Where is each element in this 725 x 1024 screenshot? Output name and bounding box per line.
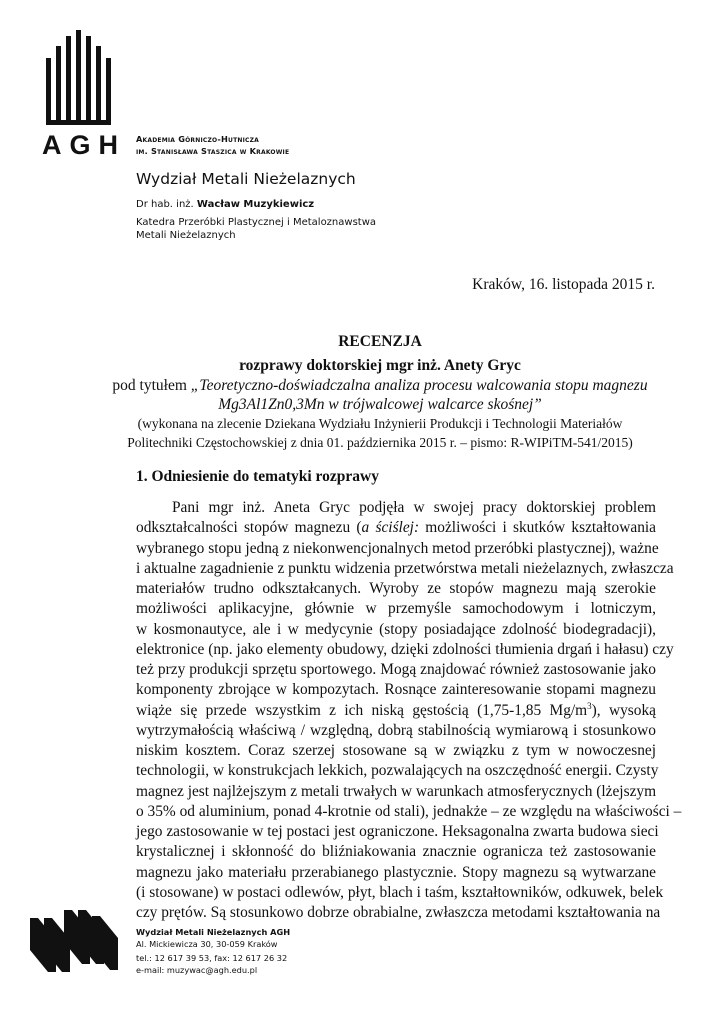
review-heading: RECENZJA: [338, 333, 422, 350]
institution-line-2: im. Stanisława Staszica w Krakowie: [136, 146, 290, 156]
superscript: 3: [587, 700, 592, 711]
thesis-topic-line-1: [110, 376, 650, 395]
body-line: możliwości aplikacyjne, głównie w przemyśle samochodowym i lotniczym,: [136, 600, 656, 618]
body-line-text: ), wysoką: [591, 701, 656, 719]
footer-email: e-mail: muzywac@agh.edu.pl: [136, 964, 258, 975]
footer-phone: tel.: 12 617 39 53, fax: 12 617 26 32: [136, 953, 288, 963]
footer-faculty-name: Wydział Metali Nieżelaznych AGH: [136, 927, 291, 937]
department-line-1: Katedra Przeróbki Plastycznej i Metaloznawstwa: [136, 217, 377, 228]
body-line: czy prętów. Są stosunkowo dobrze obrabialne, zwłaszcza metodami kształtowania na: [136, 904, 661, 921]
body-line: (i stosowane) w postaci odlewów, płyt, blach i taśm, kształtowników, odkuwek, belek: [136, 883, 664, 901]
author: [136, 199, 314, 210]
body-line: magnezu jako materiału przerabianego plastycznie. Stopy magnezu są wytwarzane: [136, 863, 656, 881]
body-line-text: możliwości i skutków kształtowania: [419, 519, 657, 537]
body-line: elektronice (np. jako elementy obudowy, dzięki zdolności tłumienia drgań i hałasu) czy: [136, 640, 674, 658]
author-name: Wacław Muzykiewicz: [196, 199, 315, 210]
body-line: wybranego stopu jedną z niekonwencjonalnych metod przeróbki plastycznej), ważne: [136, 539, 659, 557]
body-line: Pani mgr inż. Aneta Gryc podjęła w swojej pracy doktorskiej problem: [172, 499, 656, 516]
topic-title-part-1: „Teoretyczno-doświadczalna analiza procesu walcowania stopu magnezu: [190, 377, 648, 394]
body-line: w kosmonautyce, ale i w medycynie (stopy posiadające zdolność biodegradacji),: [136, 620, 656, 638]
review-title-block: [110, 332, 650, 452]
body-line-text: wiąże się przede wszystkim z ich niską gęstością (1,75-1,85 Mg/m: [136, 701, 588, 719]
faculty-name: Wydział Metali Nieżelaznych: [136, 170, 356, 188]
institution-line-1: Akademia Górniczo-Hutnicza: [136, 134, 260, 144]
body-paragraph: [136, 498, 682, 923]
body-line: magnez jest najlżejszym z metali trwałych w warunkach atmosferycznych (lżejszym: [136, 782, 657, 800]
agh-logo-mark: [40, 28, 120, 128]
topic-title-part-2: Mg3Al1Zn0,3Mn w trójwalcowej walcarce skośnej”: [218, 396, 542, 413]
body-line: i aktualne zagadnienie z punktu widzenia przetwórstwa metali nieżelaznych, zwłaszcza: [136, 559, 674, 577]
body-line: też przy produkcji sprzętu sportowego. Mogą znajdować również zastosowanie jako: [136, 661, 656, 678]
institution-name: [136, 133, 289, 157]
topic-prefix: pod tytułem: [112, 377, 187, 394]
footer-contact: [136, 927, 290, 976]
agh-logo-text: AGH: [42, 130, 126, 160]
thesis-topic-line-2: [110, 395, 650, 414]
body-line: wytrzymałością właściwą / względną, dobrą stabilnością wymiarową i stosunkowo: [136, 721, 656, 739]
body-italic-phrase: a ściślej:: [361, 519, 420, 537]
body-line-text: odkształcalności stopów magnezu (: [136, 519, 362, 537]
body-line: krystalicznej i skłonność do bliźniakowania znacznie ogranicza też zastosowanie: [136, 843, 656, 861]
department-line-2: Metali Nieżelaznych: [136, 230, 236, 241]
commission-note-line-1: (wykonana na zlecenie Dziekana Wydziału Inżynierii Produkcji i Technologii Materiałów: [137, 416, 623, 431]
author-title: Dr hab. inż.: [136, 199, 194, 210]
department: [136, 216, 376, 242]
body-line: materiałów trudno odkształcanych. Wyroby ze stopów magnezu mają szerokie: [136, 580, 656, 597]
section-heading: 1. Odniesienie do tematyki rozprawy: [136, 468, 379, 485]
review-subheading: rozprawy doktorskiej mgr inż. Anety Gryc: [239, 357, 521, 374]
body-line: niskim kosztem. Coraz szerzej stosowane są w związku z tym w nowoczesnej: [136, 742, 656, 759]
body-line: o 35% od aluminium, ponad 4-krotnie od stali), jednakże – ze względu na właściwości –: [136, 802, 682, 820]
body-line: jego zastosowanie w tej postaci jest ograniczone. Heksagonalna zwarta budowa sieci: [136, 823, 659, 840]
body-line: [136, 518, 656, 538]
commission-note-line-2: Politechniki Częstochowskiej z dnia 01. października 2015 r. – pismo: R-WIPiTM-541/2015): [127, 435, 633, 450]
body-line: komponenty zbrojące w kompozytach. Rosnące zainteresowanie stopami magnezu: [136, 681, 656, 699]
footer-address: Al. Mickiewicza 30, 30-059 Kraków: [136, 938, 278, 949]
faculty-logo-mark: [30, 910, 120, 972]
body-line: [136, 701, 656, 721]
document-date: Kraków, 16. listopada 2015 r.: [472, 276, 655, 293]
body-line: technologii, w konstrukcjach lekkich, pozwalających na oszczędność energii. Czysty: [136, 762, 659, 780]
faculty-logo: [30, 910, 120, 972]
